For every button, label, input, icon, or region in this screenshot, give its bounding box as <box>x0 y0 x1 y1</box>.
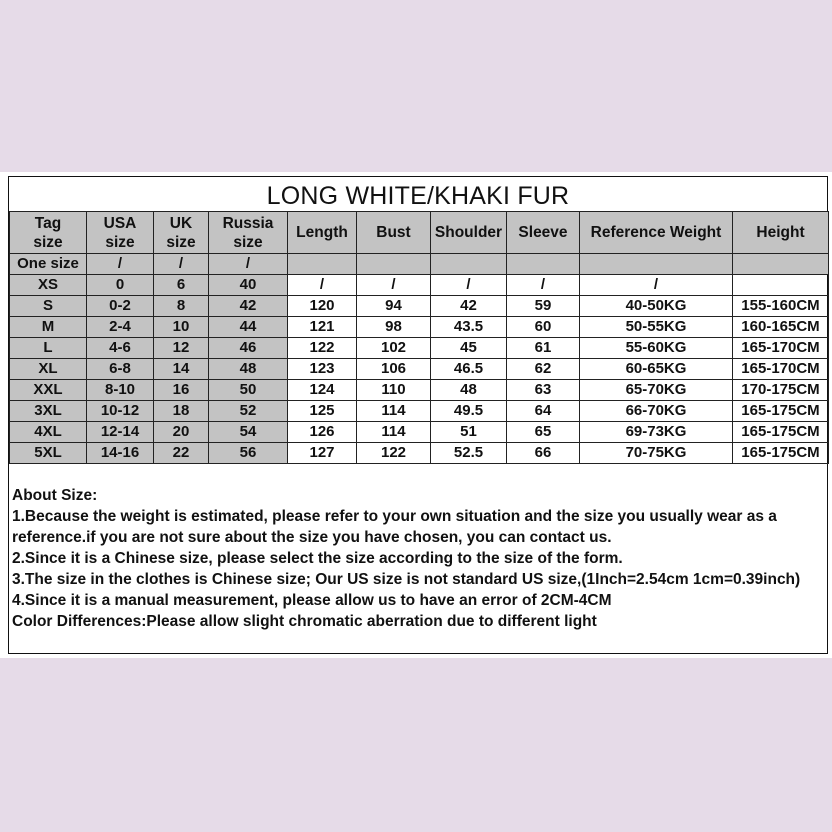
table-cell: 165-175CM <box>733 443 829 464</box>
table-cell: 98 <box>357 317 431 338</box>
table-cell: 10-12 <box>87 401 154 422</box>
notes-heading: About Size: <box>12 487 98 504</box>
column-header-text: Tag <box>34 214 62 232</box>
size-table <box>9 211 829 464</box>
column-header-text: Height <box>756 224 805 241</box>
note-line: 4.Since it is a manual measurement, please allow us to have an error of 2CM-4CM <box>12 592 612 609</box>
table-cell: 59 <box>507 296 580 317</box>
table-cell: 55-60KG <box>580 338 733 359</box>
table-cell: 60 <box>507 317 580 338</box>
table-row <box>10 422 829 443</box>
table-cell: 126 <box>288 422 357 443</box>
column-header-text: size <box>105 233 135 251</box>
table-cell: 160-165CM <box>733 317 829 338</box>
note-line: 2.Since it is a Chinese size, please select the size according to the size of the form. <box>12 550 623 567</box>
table-cell: 4XL <box>10 422 87 443</box>
table-cell: 61 <box>507 338 580 359</box>
table-cell <box>288 254 357 275</box>
table-cell: 65-70KG <box>580 380 733 401</box>
table-cell: 40 <box>209 275 288 296</box>
table-cell: 54 <box>209 422 288 443</box>
table-cell: 94 <box>357 296 431 317</box>
column-header-text: size <box>33 233 63 251</box>
note-line: Color Differences:Please allow slight chromatic aberration due to different light <box>12 613 597 630</box>
table-cell: 64 <box>507 401 580 422</box>
table-cell: 45 <box>431 338 507 359</box>
table-cell: 155-160CM <box>733 296 829 317</box>
table-cell: 70-75KG <box>580 443 733 464</box>
table-cell: 6 <box>154 275 209 296</box>
table-row <box>10 443 829 464</box>
table-cell: 3XL <box>10 401 87 422</box>
table-cell: 43.5 <box>431 317 507 338</box>
table-cell: 49.5 <box>431 401 507 422</box>
table-cell: 20 <box>154 422 209 443</box>
table-cell: 44 <box>209 317 288 338</box>
table-cell: / <box>87 254 154 275</box>
column-header-text: Russia <box>222 214 274 232</box>
table-cell: 127 <box>288 443 357 464</box>
table-cell: 22 <box>154 443 209 464</box>
table-row <box>10 317 829 338</box>
table-cell: 60-65KG <box>580 359 733 380</box>
table-cell: 4-6 <box>87 338 154 359</box>
note-line: 3.The size in the clothes is Chinese size; Our US size is not standard US size,(1Inch=2.54cm 1cm=0.39inch) <box>12 571 801 588</box>
table-cell: One size <box>10 254 87 275</box>
column-header-text: Shoulder <box>434 224 503 241</box>
column-header-text: Length <box>296 224 348 241</box>
column-header-text: UK <box>169 214 193 232</box>
table-cell: 14-16 <box>87 443 154 464</box>
size-chart-frame <box>8 176 828 654</box>
table-cell: 125 <box>288 401 357 422</box>
table-cell: 114 <box>357 401 431 422</box>
table-cell: 120 <box>288 296 357 317</box>
table-cell: / <box>288 275 357 296</box>
note-line: 1.Because the weight is estimated, please refer to your own situation and the size you usually wear as a <box>12 508 777 525</box>
table-cell: S <box>10 296 87 317</box>
table-cell: 0 <box>87 275 154 296</box>
table-cell: 66-70KG <box>580 401 733 422</box>
table-cell: 46 <box>209 338 288 359</box>
table-cell: / <box>431 275 507 296</box>
table-cell: / <box>209 254 288 275</box>
column-header <box>733 212 829 254</box>
table-cell: 69-73KG <box>580 422 733 443</box>
table-row <box>10 401 829 422</box>
table-cell: 50 <box>209 380 288 401</box>
table-cell: 10 <box>154 317 209 338</box>
table-cell: 48 <box>431 380 507 401</box>
table-row <box>10 275 829 296</box>
column-header-text: USA <box>103 214 137 232</box>
header-row <box>10 212 829 254</box>
table-row <box>10 254 829 275</box>
chart-title: LONG WHITE/KHAKI FUR <box>266 182 570 210</box>
column-header-text: Bust <box>376 224 411 241</box>
table-cell: 42 <box>209 296 288 317</box>
table-cell: 121 <box>288 317 357 338</box>
table-cell: 122 <box>288 338 357 359</box>
table-cell: 12-14 <box>87 422 154 443</box>
table-cell: 56 <box>209 443 288 464</box>
column-header <box>507 212 580 254</box>
table-cell: / <box>357 275 431 296</box>
table-cell: 50-55KG <box>580 317 733 338</box>
table-row <box>10 380 829 401</box>
table-cell: 16 <box>154 380 209 401</box>
table-cell: 106 <box>357 359 431 380</box>
table-cell: 14 <box>154 359 209 380</box>
table-row <box>10 359 829 380</box>
size-notes <box>12 485 800 632</box>
table-cell: 165-170CM <box>733 359 829 380</box>
column-header <box>154 212 209 254</box>
table-cell: 165-175CM <box>733 422 829 443</box>
table-cell <box>431 254 507 275</box>
table-cell: 62 <box>507 359 580 380</box>
column-header <box>288 212 357 254</box>
table-cell: / <box>580 275 733 296</box>
table-cell: 0-2 <box>87 296 154 317</box>
table-cell: 12 <box>154 338 209 359</box>
column-header-text: size <box>233 233 263 251</box>
table-row <box>10 338 829 359</box>
table-cell: 42 <box>431 296 507 317</box>
table-cell: 63 <box>507 380 580 401</box>
table-cell <box>357 254 431 275</box>
table-cell: 6-8 <box>87 359 154 380</box>
table-cell <box>733 254 829 275</box>
table-cell: 65 <box>507 422 580 443</box>
column-header <box>357 212 431 254</box>
note-line: reference.if you are not sure about the size you have chosen, you can contact us. <box>12 529 612 546</box>
column-header <box>209 212 288 254</box>
table-cell: 8 <box>154 296 209 317</box>
column-header <box>580 212 733 254</box>
table-cell: 40-50KG <box>580 296 733 317</box>
column-header <box>87 212 154 254</box>
table-cell: XXL <box>10 380 87 401</box>
table-cell: 124 <box>288 380 357 401</box>
table-cell: / <box>154 254 209 275</box>
column-header-text: Sleeve <box>518 224 568 241</box>
table-cell: 8-10 <box>87 380 154 401</box>
table-cell: XS <box>10 275 87 296</box>
table-cell: 48 <box>209 359 288 380</box>
table-row <box>10 296 829 317</box>
column-header-text: size <box>166 233 196 251</box>
table-cell: 165-175CM <box>733 401 829 422</box>
table-cell: XL <box>10 359 87 380</box>
table-cell: 114 <box>357 422 431 443</box>
table-cell: 52.5 <box>431 443 507 464</box>
table-cell: 46.5 <box>431 359 507 380</box>
table-cell <box>507 254 580 275</box>
table-cell <box>580 254 733 275</box>
table-cell: 66 <box>507 443 580 464</box>
table-cell: L <box>10 338 87 359</box>
table-cell <box>733 275 829 296</box>
table-cell: / <box>507 275 580 296</box>
table-cell: 165-170CM <box>733 338 829 359</box>
table-cell: 110 <box>357 380 431 401</box>
size-chart-sheet <box>0 172 832 658</box>
column-header-text: Reference Weight <box>590 224 722 241</box>
table-cell: 52 <box>209 401 288 422</box>
table-cell: 170-175CM <box>733 380 829 401</box>
table-cell: 122 <box>357 443 431 464</box>
size-table-body <box>10 212 829 464</box>
column-header <box>10 212 87 254</box>
table-cell: M <box>10 317 87 338</box>
column-header <box>431 212 507 254</box>
table-cell: 18 <box>154 401 209 422</box>
table-cell: 5XL <box>10 443 87 464</box>
table-cell: 102 <box>357 338 431 359</box>
table-cell: 123 <box>288 359 357 380</box>
table-cell: 51 <box>431 422 507 443</box>
table-cell: 2-4 <box>87 317 154 338</box>
